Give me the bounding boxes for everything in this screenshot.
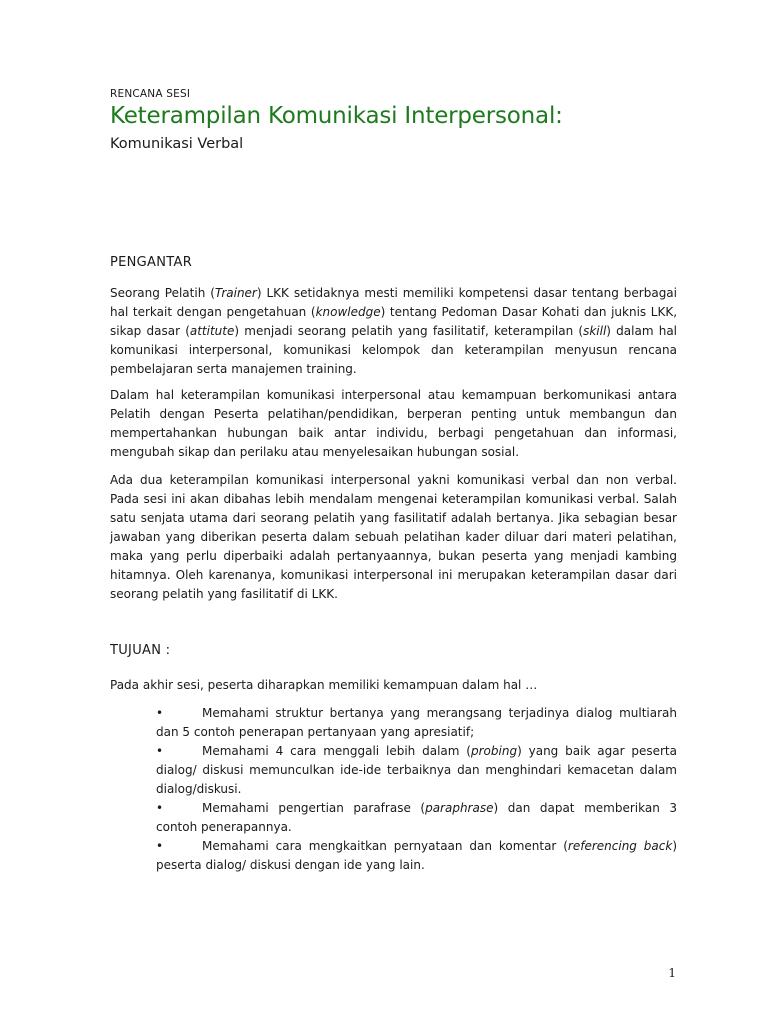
objective-item-run: referencing back: [567, 839, 673, 853]
section-heading-tujuan: TUJUAN :: [110, 643, 171, 658]
objective-item: [156, 837, 677, 875]
objective-item-run: probing: [471, 744, 518, 758]
bullet-icon: •: [156, 839, 164, 853]
paragraph-pengantar-1-run: skill: [583, 324, 607, 338]
paragraph-pengantar-1-run: ) tentang Pedoman Dasar Kohati dan juknis LKK, sikap dasar (: [110, 305, 678, 338]
paragraph-pengantar-1-run: attitute: [189, 324, 235, 338]
bullet-icon: •: [156, 744, 164, 758]
paragraph-pengantar-3: Ada dua keterampilan komunikasi interpersonal yakni komunikasi verbal dan non verbal. Pada sesi ini akan dibahas lebih mendalam mengenai keterampilan komunikasi verbal. Salah satu senjata utama dari seorang pelatih yang fasilitatif adalah bertanya. Jika sebagian besar jawaban yang diberikan peserta dalam sebuah pelatihan kader diluar dari materi pelatihan, maka yang perlu diperbaiki adalah pertanyaannya, bukan peserta yang menjadi kambing hitamnya. Oleh karenanya, komunikasi interpersonal ini merupakan keterampilan dasar dari seorang pelatih yang fasilitatif di LKK.: [110, 473, 677, 601]
objective-item: [156, 799, 677, 837]
objective-item-run: Memahami struktur bertanya yang merangsang terjadinya dialog multiarah dan 5 contoh penerapan pertanyaan yang apresiatif;: [156, 706, 677, 739]
paragraph-pengantar-1-run: ) menjadi seorang pelatih yang fasilitatif, keterampilan (: [234, 324, 584, 338]
objective-item-run: Memahami 4 cara menggali lebih dalam (: [202, 744, 471, 758]
page-content: [110, 88, 678, 872]
objective-item-run: Memahami cara mengkaitkan pernyataan dan komentar (: [202, 839, 568, 853]
paragraph-pengantar-1-run: ) dalam hal komunikasi interpersonal, komunikasi kelompok dan keterampilan menyusun rencana pembelajaran serta manajemen training.: [110, 324, 678, 376]
objective-item-run: Memahami pengertian parafrase (: [202, 801, 426, 815]
paragraph-pengantar-1: [110, 284, 677, 379]
objective-item-run: paraphrase: [425, 801, 494, 815]
paragraph-pengantar-1-run: knowledge: [315, 305, 381, 319]
bullet-icon: •: [156, 706, 164, 720]
document-title: Keterampilan Komunikasi Interpersonal:: [110, 103, 563, 129]
objective-item-run: ) yang baik agar peserta dialog/ diskusi memunculkan ide-ide terbaiknya dan menghindari kemacetan dalam dialog/diskusi.: [156, 744, 677, 796]
session-kicker: RENCANA SESI: [110, 88, 191, 100]
paragraph-tujuan-intro: Pada akhir sesi, peserta diharapkan memiliki kemampuan dalam hal …: [110, 678, 538, 692]
objectives-list: [156, 704, 677, 875]
paragraph-pengantar-2: Dalam hal keterampilan komunikasi interpersonal atau kemampuan berkomunikasi antara Pelatih dengan Peserta pelatihan/pendidikan, berperan penting untuk membangun dan mempertahankan hubungan baik antar individu, berbagi pengetahuan dan informasi, mengubah sikap dan perilaku atau menyelesaikan hubungan sosial.: [110, 388, 677, 459]
document-subtitle: Komunikasi Verbal: [110, 135, 244, 152]
paragraph-pengantar-1-run: Trainer: [214, 286, 257, 300]
objective-item-run: ) peserta dialog/ diskusi dengan ide yang lain.: [156, 839, 677, 872]
page-number: 1: [668, 966, 676, 980]
paragraph-pengantar-1-run: ) LKK setidaknya mesti memiliki kompetensi dasar tentang berbagai hal terkait dengan pengetahuan (: [110, 286, 677, 319]
section-heading-pengantar: PENGANTAR: [110, 255, 193, 270]
paragraph-pengantar-1-run: Seorang Pelatih (: [110, 286, 215, 300]
objective-item-run: ) dan dapat memberikan 3 contoh penerapannya.: [156, 801, 677, 834]
bullet-icon: •: [156, 801, 164, 815]
objective-item: [156, 704, 677, 742]
objective-item: [156, 742, 677, 799]
